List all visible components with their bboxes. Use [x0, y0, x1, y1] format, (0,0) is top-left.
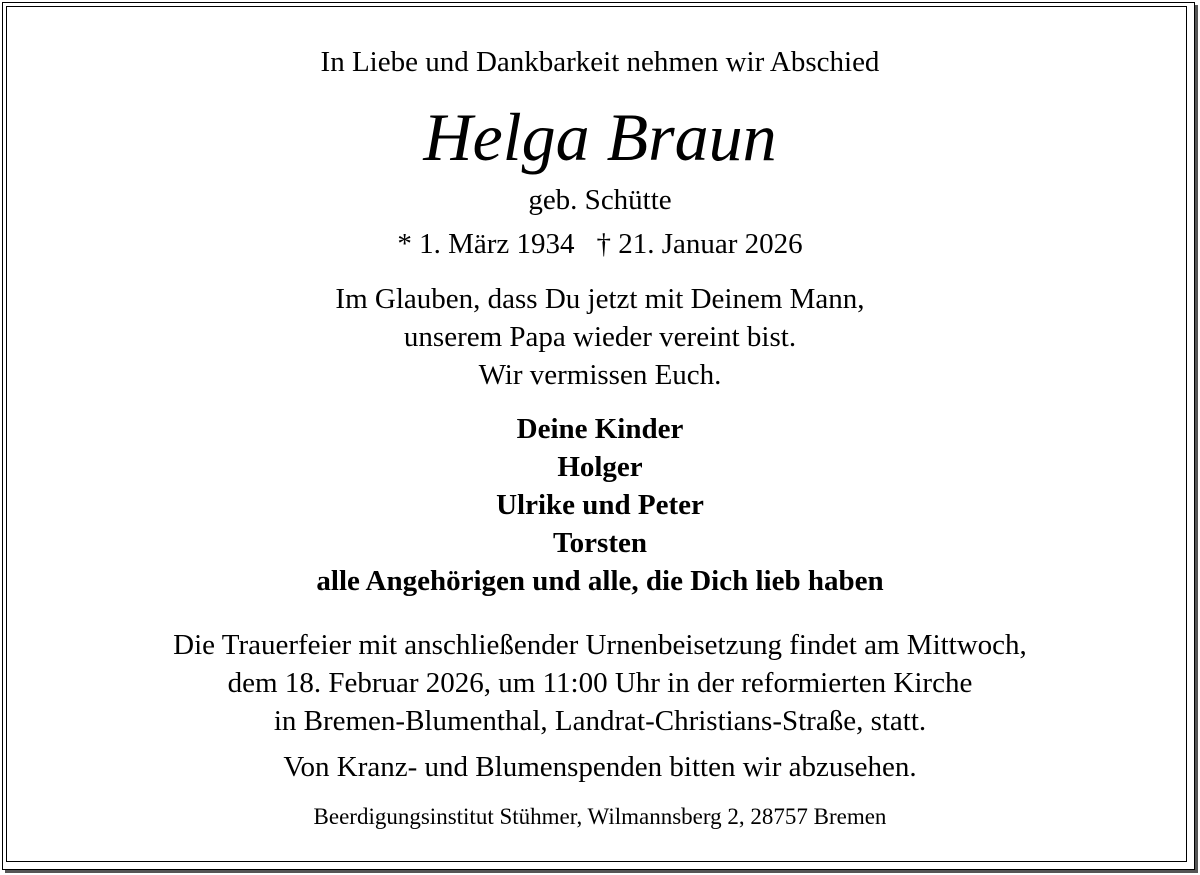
intro-line: In Liebe und Dankbarkeit nehmen wir Abschied — [320, 46, 880, 78]
mourner-line: Ulrike und Peter — [496, 489, 704, 521]
mourner-line: Holger — [557, 451, 643, 483]
flowers-note: Von Kranz- und Blumenspenden bitten wir abzusehen. — [283, 751, 917, 783]
mourner-line: Torsten — [553, 527, 647, 559]
undertaker-line: Beerdigungsinstitut Stühmer, Wilmannsberg 2, 28757 Bremen — [313, 804, 887, 829]
mourner-line: Deine Kinder — [516, 413, 684, 445]
verse-line: unserem Papa wieder vereint bist. — [403, 321, 797, 353]
death-date: † 21. Januar 2026 — [596, 228, 803, 260]
birth-name: geb. Schütte — [528, 184, 672, 216]
mourner-line: alle Angehörigen und alle, die Dich lieb haben — [316, 565, 884, 597]
life-dates — [0, 228, 1200, 261]
birth-date: * 1. März 1934 — [397, 228, 575, 260]
verse-line: Wir vermissen Euch. — [478, 359, 722, 391]
service-line: Die Trauerfeier mit anschließender Urnenbeisetzung findet am Mittwoch, — [173, 629, 1027, 661]
service-line: dem 18. Februar 2026, um 11:00 Uhr in der reformierten Kirche — [227, 667, 973, 699]
service-line: in Bremen-Blumenthal, Landrat-Christians-Straße, statt. — [273, 705, 927, 737]
verse-line: Im Glauben, dass Du jetzt mit Deinem Mann, — [335, 283, 865, 315]
deceased-name: Helga Braun — [423, 99, 777, 175]
